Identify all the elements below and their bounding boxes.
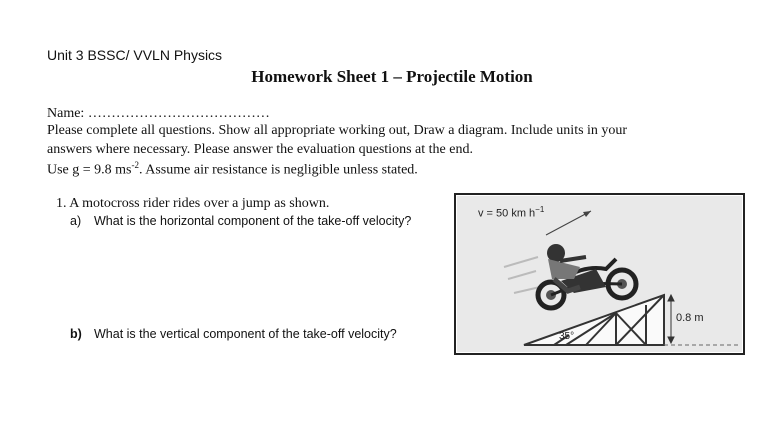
instruction-line-2: answers where necessary. Please answer the evaluation questions at the end. (47, 142, 473, 157)
sheet-title: Homework Sheet 1 – Projectile Motion (251, 67, 533, 86)
velocity-exponent: −1 (535, 205, 545, 214)
angle-label: 35° (559, 331, 575, 342)
instruction-line-3 (47, 160, 418, 179)
motocross-jump-figure (454, 193, 745, 355)
question-1b-marker: b) (70, 327, 82, 341)
gravity-exponent: -2 (131, 160, 140, 170)
height-label: 0.8 m (676, 312, 704, 324)
question-1a (70, 214, 411, 228)
unit-header: Unit 3 BSSC/ VVLN Physics (47, 47, 223, 63)
question-1-text: 1. A motocross rider rides over a jump as shown. (56, 196, 330, 211)
air-resistance-text: . Assume air resistance is negligible unless stated. (139, 162, 418, 178)
velocity-label (478, 205, 544, 220)
name-line: Name: ………………………………… (47, 106, 270, 121)
instruction-line-1: Please complete all questions. Show all appropriate working out, Draw a diagram. Include units in your (47, 123, 628, 138)
question-1b-text: What is the vertical component of the take-off velocity? (94, 327, 397, 341)
question-1b (70, 327, 397, 341)
question-1a-marker: a) (70, 214, 82, 228)
velocity-value: v = 50 km h (478, 207, 536, 220)
gravity-text: Use g = 9.8 ms (47, 162, 132, 178)
question-1a-text: What is the horizontal component of the take-off velocity? (94, 214, 412, 228)
